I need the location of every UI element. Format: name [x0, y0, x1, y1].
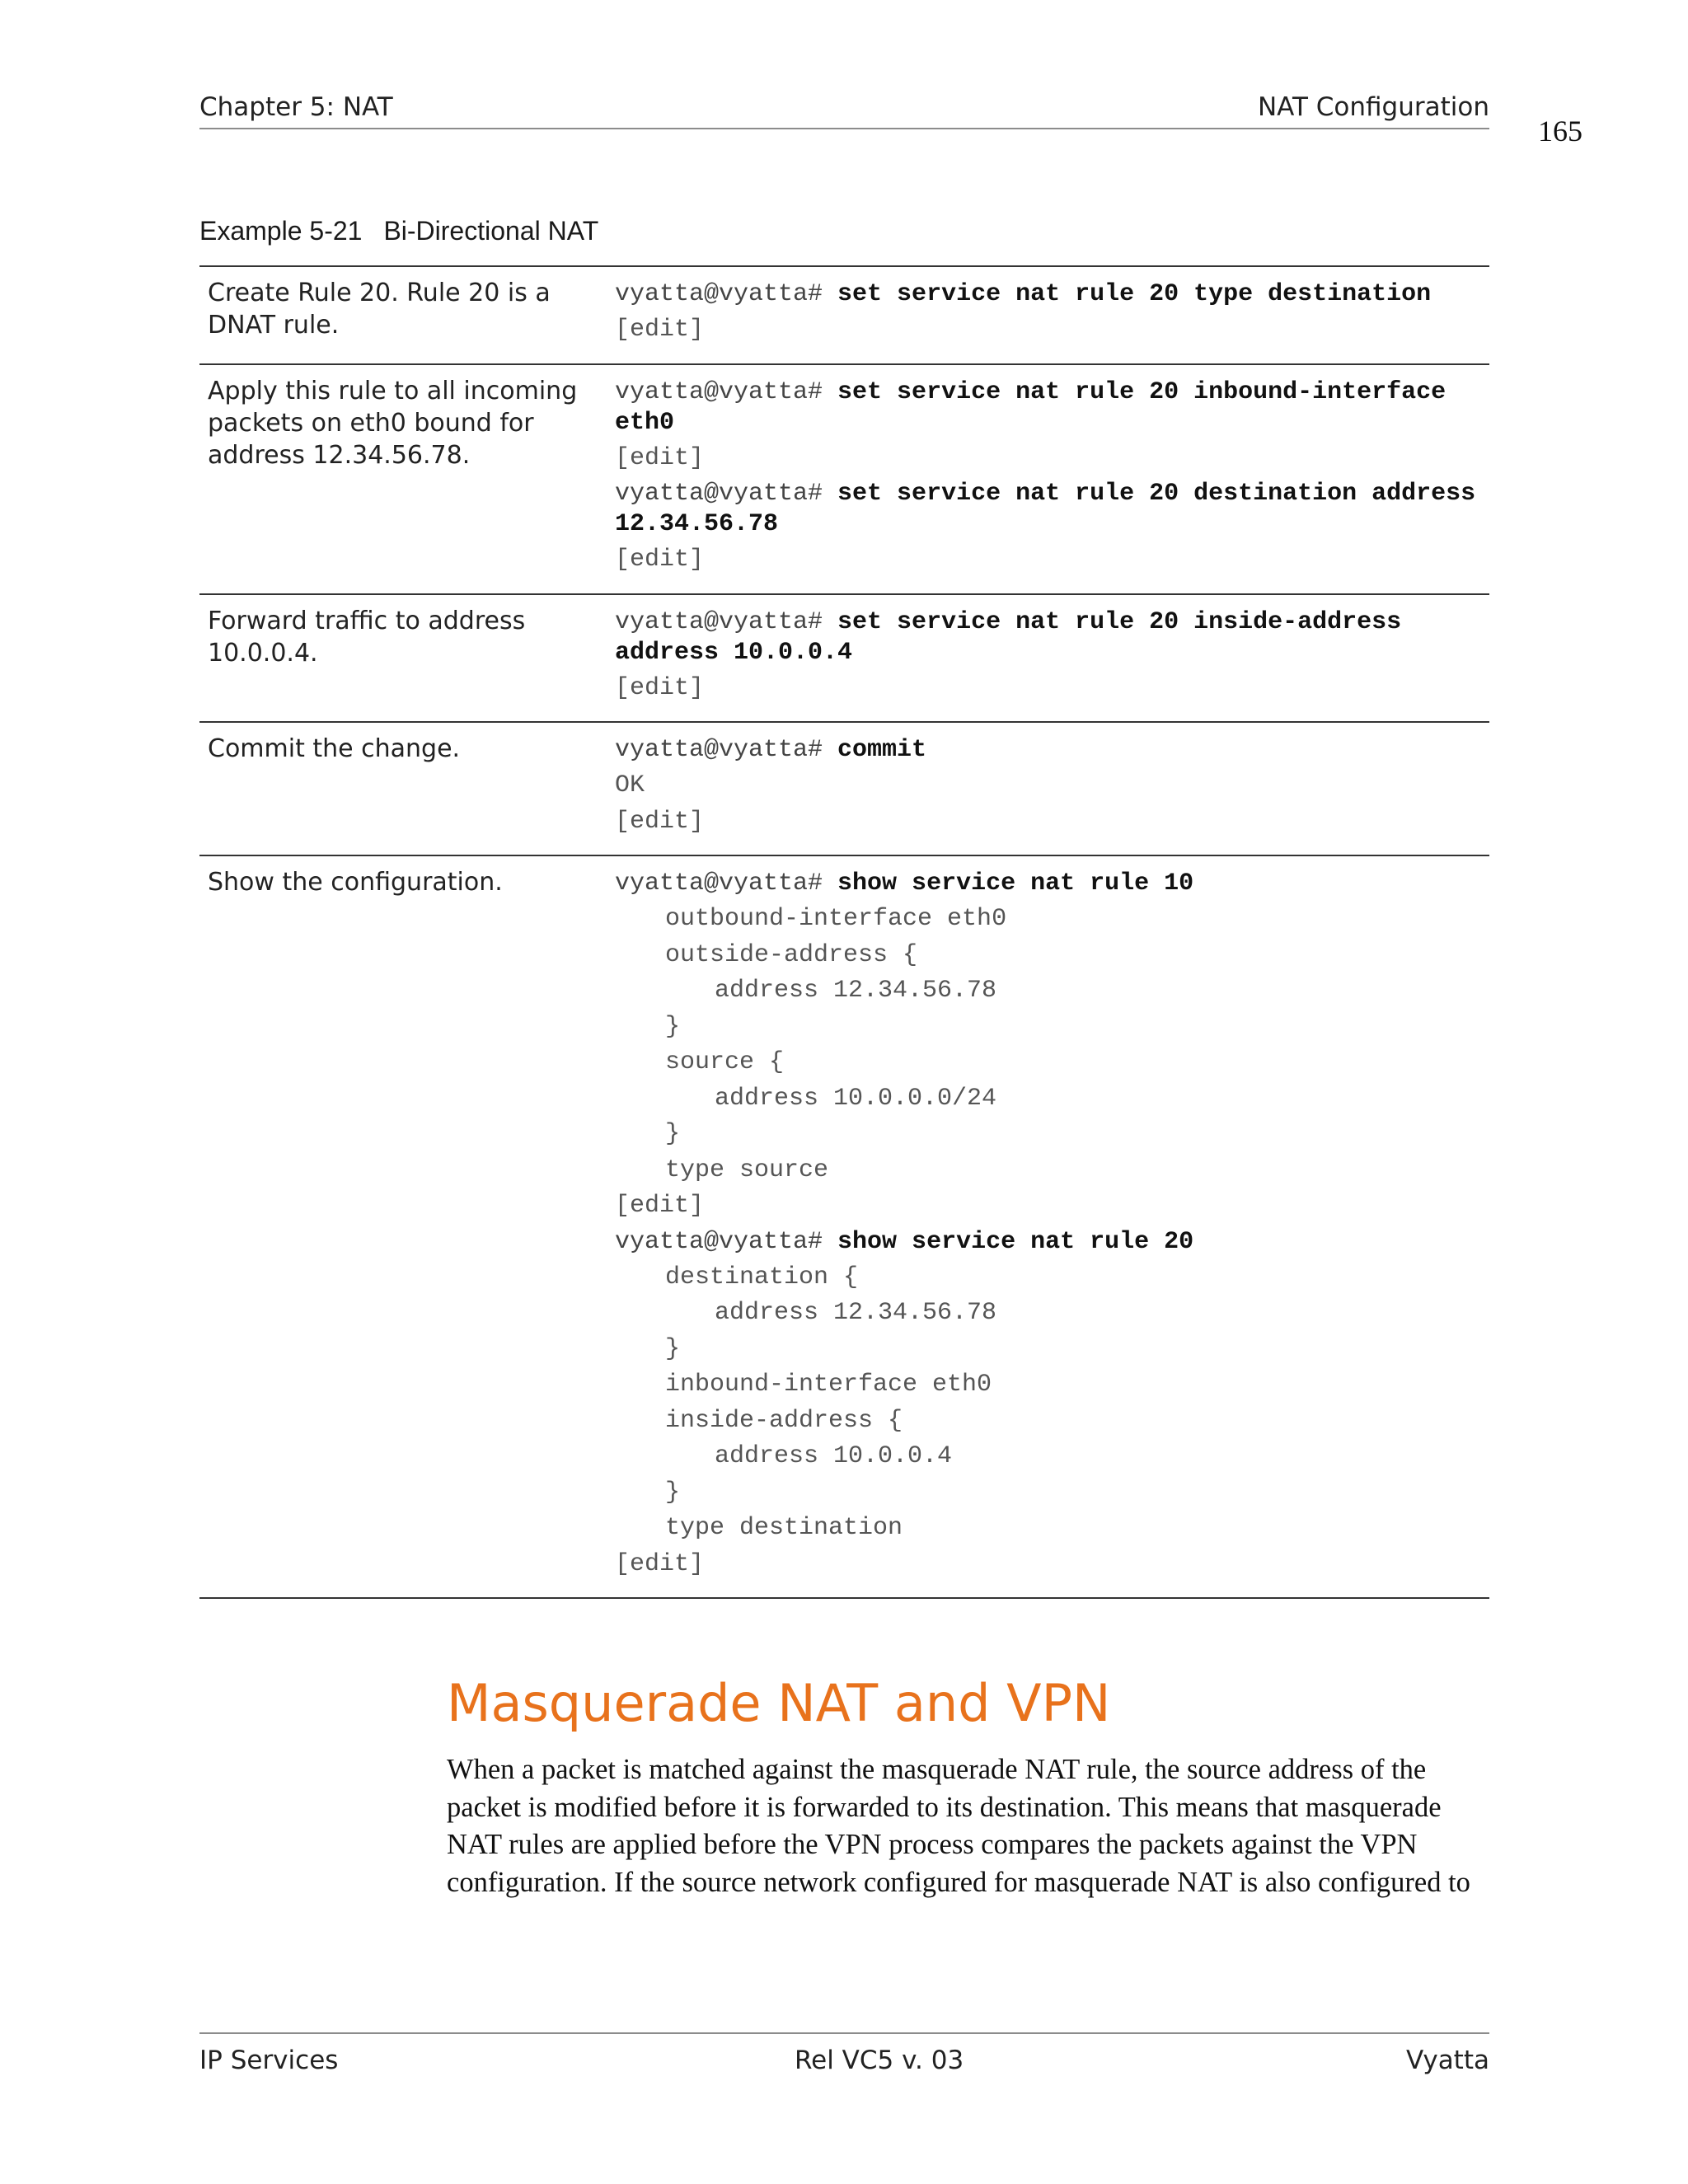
- output-line: [edit]: [615, 546, 705, 574]
- command-text: set service nat rule 20 destination address 12.34.56.78: [615, 480, 1476, 538]
- output-line: }: [665, 1120, 681, 1148]
- output-line: }: [665, 1012, 681, 1041]
- output-line: }: [665, 1478, 681, 1507]
- example-row: [199, 266, 1489, 364]
- shell-prompt: vyatta@vyatta#: [615, 280, 838, 308]
- output-line: inbound-interface eth0: [665, 1371, 992, 1399]
- shell-prompt: vyatta@vyatta#: [615, 607, 838, 636]
- output-line: [edit]: [615, 1192, 705, 1220]
- command-block: [615, 722, 1489, 855]
- example-row: [199, 364, 1489, 594]
- command-block: [615, 855, 1489, 1598]
- command-block: [615, 266, 1489, 364]
- example-row: [199, 855, 1489, 1598]
- step-description: Forward traffic to address 10.0.0.4.: [208, 606, 526, 668]
- command-line: [615, 1225, 1489, 1260]
- output-line: address 10.0.0.4: [715, 1442, 953, 1470]
- output-line: outside-address {: [665, 940, 918, 969]
- footer-company: Vyatta: [1405, 2046, 1489, 2075]
- command-line: [615, 866, 1489, 902]
- body-paragraph: When a packet is matched against the masquerade NAT rule, the source address of the packet is modified before it is forwarded to its destination. This means that masquerade NAT rules are applied before the VPN process compares the packets against the VPN configuration. If the source network configured for masquerade NAT is also configured to: [447, 1754, 1470, 1898]
- output-line: [edit]: [615, 443, 705, 472]
- running-header-chapter: Chapter 5: NAT: [199, 92, 393, 122]
- step-description: Apply this rule to all incoming packets on eth0 bound for address 12.34.56.78.: [208, 376, 578, 470]
- output-line: destination {: [665, 1263, 859, 1291]
- command-text: show service nat rule 10: [837, 869, 1194, 898]
- output-line: address 10.0.0.0/24: [715, 1084, 997, 1113]
- command-text: set service nat rule 20 inbound-interface eth0: [615, 377, 1447, 437]
- output-line: source {: [665, 1048, 785, 1076]
- output-line: type destination: [665, 1514, 903, 1542]
- section-body: [447, 1751, 1493, 1901]
- command-block: [615, 594, 1489, 723]
- command-line: [615, 605, 1489, 671]
- output-line: outbound-interface eth0: [665, 905, 1007, 933]
- header-rule: [199, 128, 1489, 129]
- output-line: type source: [665, 1155, 829, 1184]
- example-table: [199, 265, 1489, 1599]
- output-line: OK: [615, 771, 645, 799]
- section-heading: Masquerade NAT and VPN: [447, 1673, 1111, 1733]
- shell-prompt: vyatta@vyatta#: [615, 736, 838, 764]
- footer-guide-name: IP Services: [199, 2046, 339, 2075]
- footer-rule: [199, 2032, 1489, 2034]
- output-line: [edit]: [615, 1549, 705, 1578]
- output-line: }: [665, 1334, 681, 1363]
- running-header-section: NAT Configuration: [1257, 92, 1489, 122]
- output-line: [edit]: [615, 316, 705, 344]
- shell-prompt: vyatta@vyatta#: [615, 480, 838, 508]
- example-row: [199, 594, 1489, 723]
- output-line: inside-address {: [665, 1406, 903, 1435]
- output-line: [edit]: [615, 807, 705, 836]
- command-line: [615, 476, 1489, 542]
- shell-prompt: vyatta@vyatta#: [615, 377, 838, 406]
- shell-prompt: vyatta@vyatta#: [615, 1227, 838, 1256]
- command-text: commit: [837, 736, 927, 764]
- command-text: set service nat rule 20 type destination: [837, 280, 1432, 308]
- output-line: address 12.34.56.78: [715, 977, 997, 1005]
- command-block: [615, 364, 1489, 594]
- command-text: set service nat rule 20 inside-address address 10.0.0.4: [615, 607, 1402, 667]
- example-caption: [199, 216, 598, 246]
- page-number: 165: [1538, 115, 1582, 148]
- step-description: Show the configuration.: [208, 868, 503, 897]
- footer-release: Rel VC5 v. 03: [795, 2046, 964, 2075]
- step-description: Create Rule 20. Rule 20 is a DNAT rule.: [208, 279, 551, 340]
- output-line: [edit]: [615, 673, 705, 702]
- command-text: show service nat rule 20: [837, 1227, 1194, 1256]
- output-line: address 12.34.56.78: [715, 1299, 997, 1327]
- step-description: Commit the change.: [208, 734, 461, 763]
- example-title: Bi-Directional NAT: [383, 216, 599, 246]
- command-line: [615, 733, 1489, 768]
- example-label: Example 5-21: [199, 216, 363, 246]
- command-line: [615, 375, 1489, 441]
- shell-prompt: vyatta@vyatta#: [615, 869, 838, 898]
- command-line: [615, 277, 1489, 312]
- example-row: [199, 722, 1489, 855]
